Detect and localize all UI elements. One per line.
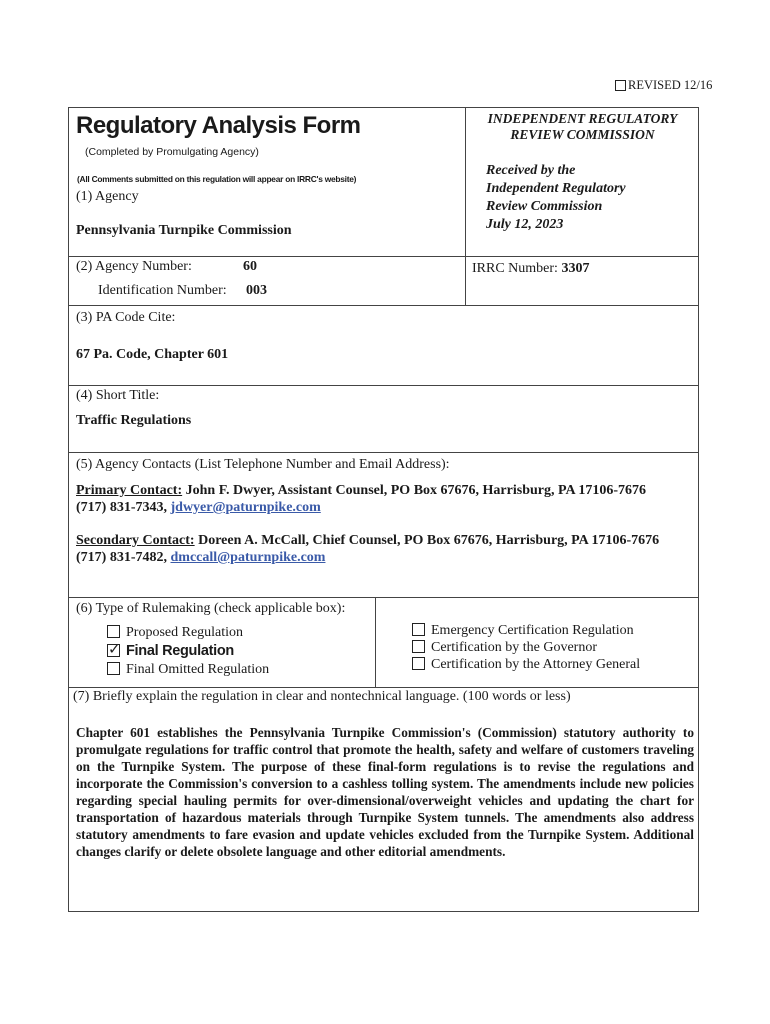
option-certification-governor[interactable] (412, 639, 640, 656)
emergency-certification-label: Emergency Certification Regulation (431, 623, 634, 638)
form-subtitle: (Completed by Promulgating Agency) (85, 146, 259, 158)
pa-code-value: 67 Pa. Code, Chapter 601 (76, 347, 229, 362)
proposed-regulation-label: Proposed Regulation (126, 625, 244, 640)
option-certification-attorney-general[interactable] (412, 656, 640, 673)
explain-body: Chapter 601 establishes the Pennsylvania Turnpike Commission's (Commission) statutory authority to promulgate regulations for traffic control that promote the health, safety and welfare of customers traveling on the Turnpike System. The purpose of these final-form regulations is to revise the regulations and incorporate the Commission's conversion to a cashless tolling system. The amendments include new policies regarding special hauling permits for over-dimensional/overweight vehicles and updating the chart for transportation of hazardous materials through Turnpike System tunnels. The amendments also address statutory amendments to fare evasion and update vehicles excluded from the Turnpike System. Additional changes clarify or delete obsolete language and other editorial amendments. (76, 725, 694, 859)
option-proposed-regulation[interactable] (107, 624, 269, 642)
agency-label: (1) Agency (76, 189, 139, 204)
rulemaking-options-right (412, 622, 640, 673)
emergency-certification-checkbox[interactable] (412, 623, 425, 636)
irrc-heading-line2: REVIEW COMMISSION (510, 127, 655, 142)
rule-3 (68, 385, 699, 386)
proposed-regulation-checkbox[interactable] (107, 625, 120, 638)
identification-number-label: Identification Number: (98, 283, 227, 298)
secondary-contact-email[interactable]: dmccall@paturnpike.com (170, 550, 326, 565)
rule-1 (68, 256, 699, 257)
rulemaking-label: (6) Type of Rulemaking (check applicable box): (76, 601, 346, 616)
stamp-line3: Review Commission (486, 199, 603, 214)
final-omitted-regulation-label: Final Omitted Regulation (126, 662, 270, 677)
irrc-heading (466, 111, 699, 143)
option-final-regulation[interactable] (107, 642, 269, 661)
secondary-contact (76, 532, 696, 566)
revised-checkbox (615, 80, 626, 91)
secondary-contact-phone: (717) 831-7482, (76, 550, 167, 565)
final-regulation-checkbox[interactable] (107, 644, 120, 657)
certification-governor-checkbox[interactable] (412, 640, 425, 653)
received-stamp (486, 162, 626, 234)
stamp-line4: July 12, 2023 (486, 217, 564, 232)
rule-2 (68, 305, 699, 306)
primary-contact-label: Primary Contact: (76, 483, 183, 498)
agency-number-value: 60 (243, 259, 257, 274)
final-omitted-regulation-checkbox[interactable] (107, 662, 120, 675)
certification-attorney-general-label: Certification by the Attorney General (431, 657, 641, 672)
agency-number-label: (2) Agency Number: (76, 259, 192, 274)
rulemaking-options-left (107, 624, 269, 679)
form-title: Regulatory Analysis Form (76, 112, 361, 139)
stamp-line1: Received by the (486, 163, 576, 178)
certification-governor-label: Certification by the Governor (431, 640, 598, 655)
rule-4 (68, 452, 699, 453)
identification-number-value: 003 (246, 283, 267, 298)
certification-attorney-general-checkbox[interactable] (412, 657, 425, 670)
revised-stamp (615, 78, 712, 93)
stamp-line2: Independent Regulatory (486, 181, 626, 196)
primary-contact-text: John F. Dwyer, Assistant Counsel, PO Box 67676, Harrisburg, PA 17106-7676 (185, 483, 646, 498)
secondary-contact-label: Secondary Contact: (76, 533, 195, 548)
irrc-heading-line1: INDEPENDENT REGULATORY (487, 111, 678, 126)
irrc-number-label: IRRC Number: (472, 261, 558, 276)
primary-contact-phone: (717) 831-7343, (76, 500, 167, 515)
irrc-number-value: 3307 (561, 261, 590, 276)
primary-contact (76, 482, 696, 516)
revised-label: REVISED 12/16 (628, 78, 713, 92)
irrc-number (472, 261, 589, 277)
comments-note: (All Comments submitted on this regulation will appear on IRRC's website) (77, 174, 357, 184)
rule-6 (68, 687, 699, 688)
rulemaking-divider (375, 597, 376, 687)
short-title-value: Traffic Regulations (76, 413, 192, 428)
agency-value: Pennsylvania Turnpike Commission (76, 223, 292, 238)
final-regulation-label: Final Regulation (126, 643, 234, 659)
pa-code-label: (3) PA Code Cite: (76, 310, 176, 325)
primary-contact-email[interactable]: jdwyer@paturnpike.com (170, 500, 321, 515)
option-final-omitted-regulation[interactable] (107, 661, 269, 679)
option-emergency-certification[interactable] (412, 622, 640, 639)
secondary-contact-text: Doreen A. McCall, Chief Counsel, PO Box 67676, Harrisburg, PA 17106-7676 (198, 533, 660, 548)
contacts-label: (5) Agency Contacts (List Telephone Number and Email Address): (76, 457, 450, 472)
explain-label: (7) Briefly explain the regulation in clear and nontechnical language. (100 words or less) (73, 689, 571, 704)
rule-5 (68, 597, 699, 598)
short-title-label: (4) Short Title: (76, 388, 160, 403)
